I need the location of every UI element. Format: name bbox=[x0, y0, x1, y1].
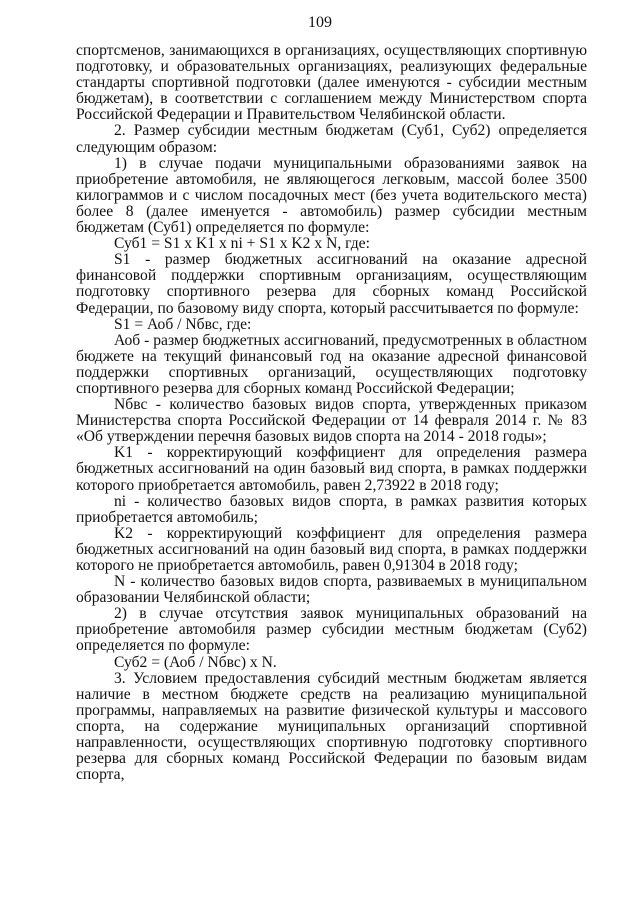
formula-s1: S1 = Аоб / Nбвс, где: bbox=[114, 315, 252, 333]
definition-nbvs: Nбвс - количество базовых видов спорта, утвержденных приказом Министерства спорта Российской Федерации от 14 февраля 2014 г. № 83 «Об утверждении перечня базовых видов спорта на 2014 - 2018 годы»; bbox=[76, 396, 587, 446]
paragraph-case-1: 1) в случае подачи муниципальными образованиями заявок на приобретение автомобиля, не являющегося легковым, массой более 3500 килограммов и с числом посадочных мест (без учета водительского места) более 8 (далее именуется - автомобиль) размер субсидии местным бюджетам (Суб1) определяется по формуле: bbox=[76, 154, 587, 237]
definition-k1: K1 - корректирующий коэффициент для определения размера бюджетных ассигнований на один базовый вид спорта, в рамках поддержки которого приобретается автомобиль, равен 2,73922 в 2018 году; bbox=[76, 444, 587, 494]
definition-ni: ni - количество базовых видов спорта, в рамках развития которых приобретается автомобиль; bbox=[76, 492, 587, 526]
paragraph-clause-2: 2. Размер субсидии местным бюджетам (Суб1, Суб2) определяется следующим образом: bbox=[76, 122, 587, 156]
paragraph-case-2: 2) в случае отсутствия заявок муниципальных образований на приобретение автомобиля размер субсидии местным бюджетам (Суб2) определяется по формуле: bbox=[76, 605, 587, 655]
formula-sub2: Суб2 = (Аоб / Nбвс) x N. bbox=[114, 653, 277, 671]
paragraph-clause-3: 3. Условием предоставления субсидий местным бюджетам является наличие в местном бюджете средств на реализацию муниципальной программы, направляемых на развитие физической культуры и массового спорта, на содержание муниципальных организаций спортивной направленности, осуществляющих спортивную подготовку спортивного резерва для сборных команд Российской Федерации по базовым видам спорта, bbox=[76, 669, 587, 784]
definition-n: N - количество базовых видов спорта, развиваемых в муниципальном образовании Челябинской области; bbox=[76, 573, 587, 607]
paragraph-intro-continuation: спортсменов, занимающихся в организациях, осуществляющих спортивную подготовку, и образовательных организациях, реализующих федеральные стандарты спортивной подготовки (далее именуются - субсидии местным бюджетам), в соответствии с соглашением между Министерством спорта Российской Федерации и Правительством Челябинской области. bbox=[76, 42, 587, 124]
page-number: 109 bbox=[308, 14, 332, 31]
definition-s1: S1 - размер бюджетных ассигнований на оказание адресной финансовой поддержки спортивным организациям, осуществляющим подготовку спортивного резерва для сборных команд Российской Федерации, по базовому виду спорта, который рассчитывается по формуле: bbox=[76, 251, 587, 317]
definition-aob: Аоб - размер бюджетных ассигнований, предусмотренных в областном бюджете на текущий финансовый год на оказание адресной финансовой поддержки спортивных организаций, осуществляющих подготовку спортивного резерва для сборных команд Российской Федерации; bbox=[76, 331, 587, 397]
definition-k2: K2 - корректирующий коэффициент для определения размера бюджетных ассигнований на один базовый вид спорта, в рамках поддержки которого не приобретается автомобиль, равен 0,91304 в 2018 году; bbox=[76, 524, 587, 574]
document-body bbox=[76, 43, 587, 783]
formula-sub1: Суб1 = S1 x K1 x ni + S1 x K2 x N, где: bbox=[114, 235, 370, 253]
